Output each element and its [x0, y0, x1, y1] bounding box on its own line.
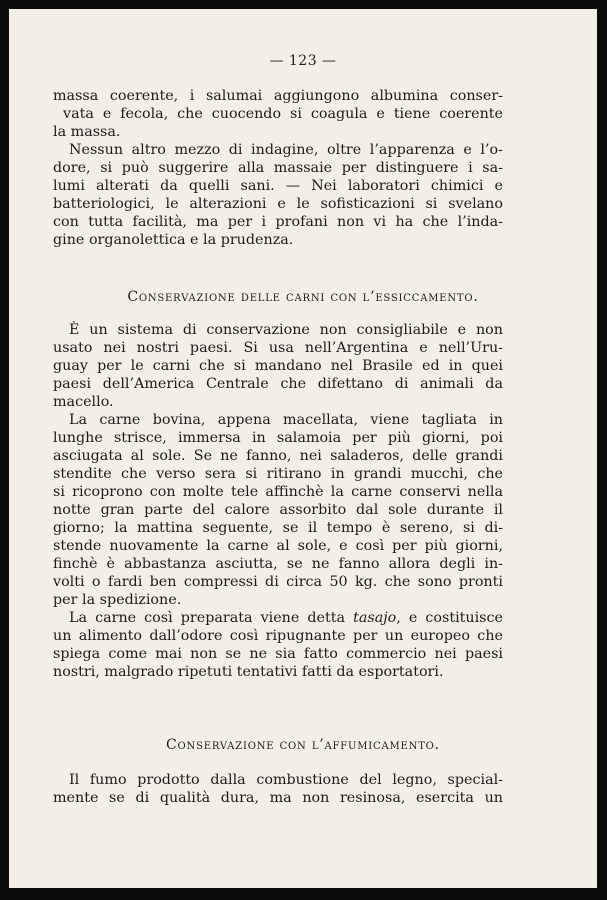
text-line: La carne bovina, appena macellata, viene tagliata in	[69, 412, 503, 428]
text-line: notte gran parte del calore assorbito dal sole durante il	[53, 502, 503, 518]
paragraph-block-2	[53, 321, 503, 681]
text-line: asciugata al sole. Se ne fanno, nei saladeros, delle grandi	[53, 448, 503, 464]
text-line: È un sistema di conservazione non consigliabile e non	[69, 322, 503, 338]
text-line: Nessun altro mezzo di indagine, oltre l’apparenza e l’o-	[69, 142, 503, 158]
text-line: macello.	[53, 394, 114, 410]
text-fragment: , e costituisce	[396, 610, 503, 626]
text-line-tasajo	[53, 609, 503, 627]
italic-term-tasajo: tasajo	[353, 610, 397, 626]
text-line: Il fumo prodotto dalla combustione del legno, special-	[69, 772, 503, 788]
text-line: spiega come mai non se ne sia fatto commercio nei paesi	[53, 646, 503, 662]
text-line: vata e fecola, che cuocendo si coagula e tiene coerente	[63, 106, 503, 122]
text-line: con tutta facilità, ma per i profani non vi ha che l’inda-	[53, 214, 503, 230]
text-line: paesi dell’America Centrale che difettano di animali da	[53, 376, 503, 392]
text-line: stendite che verso sera si ritirano in grandi mucchi, che	[53, 466, 503, 482]
text-line: usato nei nostri paesi. Si usa nell’Argentina e nell’Uru-	[53, 340, 503, 356]
paragraph-block-3	[53, 771, 503, 807]
text-line: volti o fardi ben compressi di circa 50 kg. che sono pronti	[53, 574, 503, 590]
text-line: dore, si può suggerire alla massaie per distinguere i sa-	[53, 160, 503, 176]
text-line: la massa.	[53, 124, 121, 140]
text-line: massa coerente, i salumai aggiungono albumina conser-	[53, 88, 503, 104]
text-line: si ricoprono con molte tele affinchè la carne conservi nella	[53, 484, 503, 500]
text-line: batteriologici, le alterazioni e le sofisticazioni si svelano	[53, 196, 503, 212]
text-line: lumi alterati da quelli sani. — Nei laboratori chimici e	[53, 178, 503, 194]
text-line: nostri, malgrado ripetuti tentativi fatti da esportatori.	[53, 664, 444, 680]
text-line: giorno; la mattina seguente, se il tempo è sereno, si di-	[53, 520, 503, 536]
text-line: per la spedizione.	[53, 592, 182, 608]
text-line: mente se di qualità dura, ma non resinosa, esercita un	[53, 790, 503, 806]
book-page	[9, 9, 597, 888]
text-fragment: La carne così preparata viene detta	[69, 610, 354, 626]
section-heading-essiccamento: Conservazione delle carni con l’essiccamento.	[127, 289, 479, 305]
text-line: un alimento dall’odore così ripugnante per un europeo che	[53, 628, 503, 644]
text-line: guay per le carni che si mandano nel Brasile ed in quei	[53, 358, 503, 374]
text-line: finchè è abbastanza asciutta, se ne fanno allora degli in-	[53, 556, 503, 572]
text-line: stende nuovamente la carne al sole, e così per più giorni,	[53, 538, 503, 554]
page-number: — 123 —	[269, 53, 337, 69]
text-line: gine organolettica e la prudenza.	[53, 232, 294, 248]
paragraph-block-1	[53, 87, 503, 249]
text-line: lunghe strisce, immersa in salamoia per più giorni, poi	[53, 430, 503, 446]
section-heading-affumicamento: Conservazione con l’affumicamento.	[166, 737, 440, 753]
